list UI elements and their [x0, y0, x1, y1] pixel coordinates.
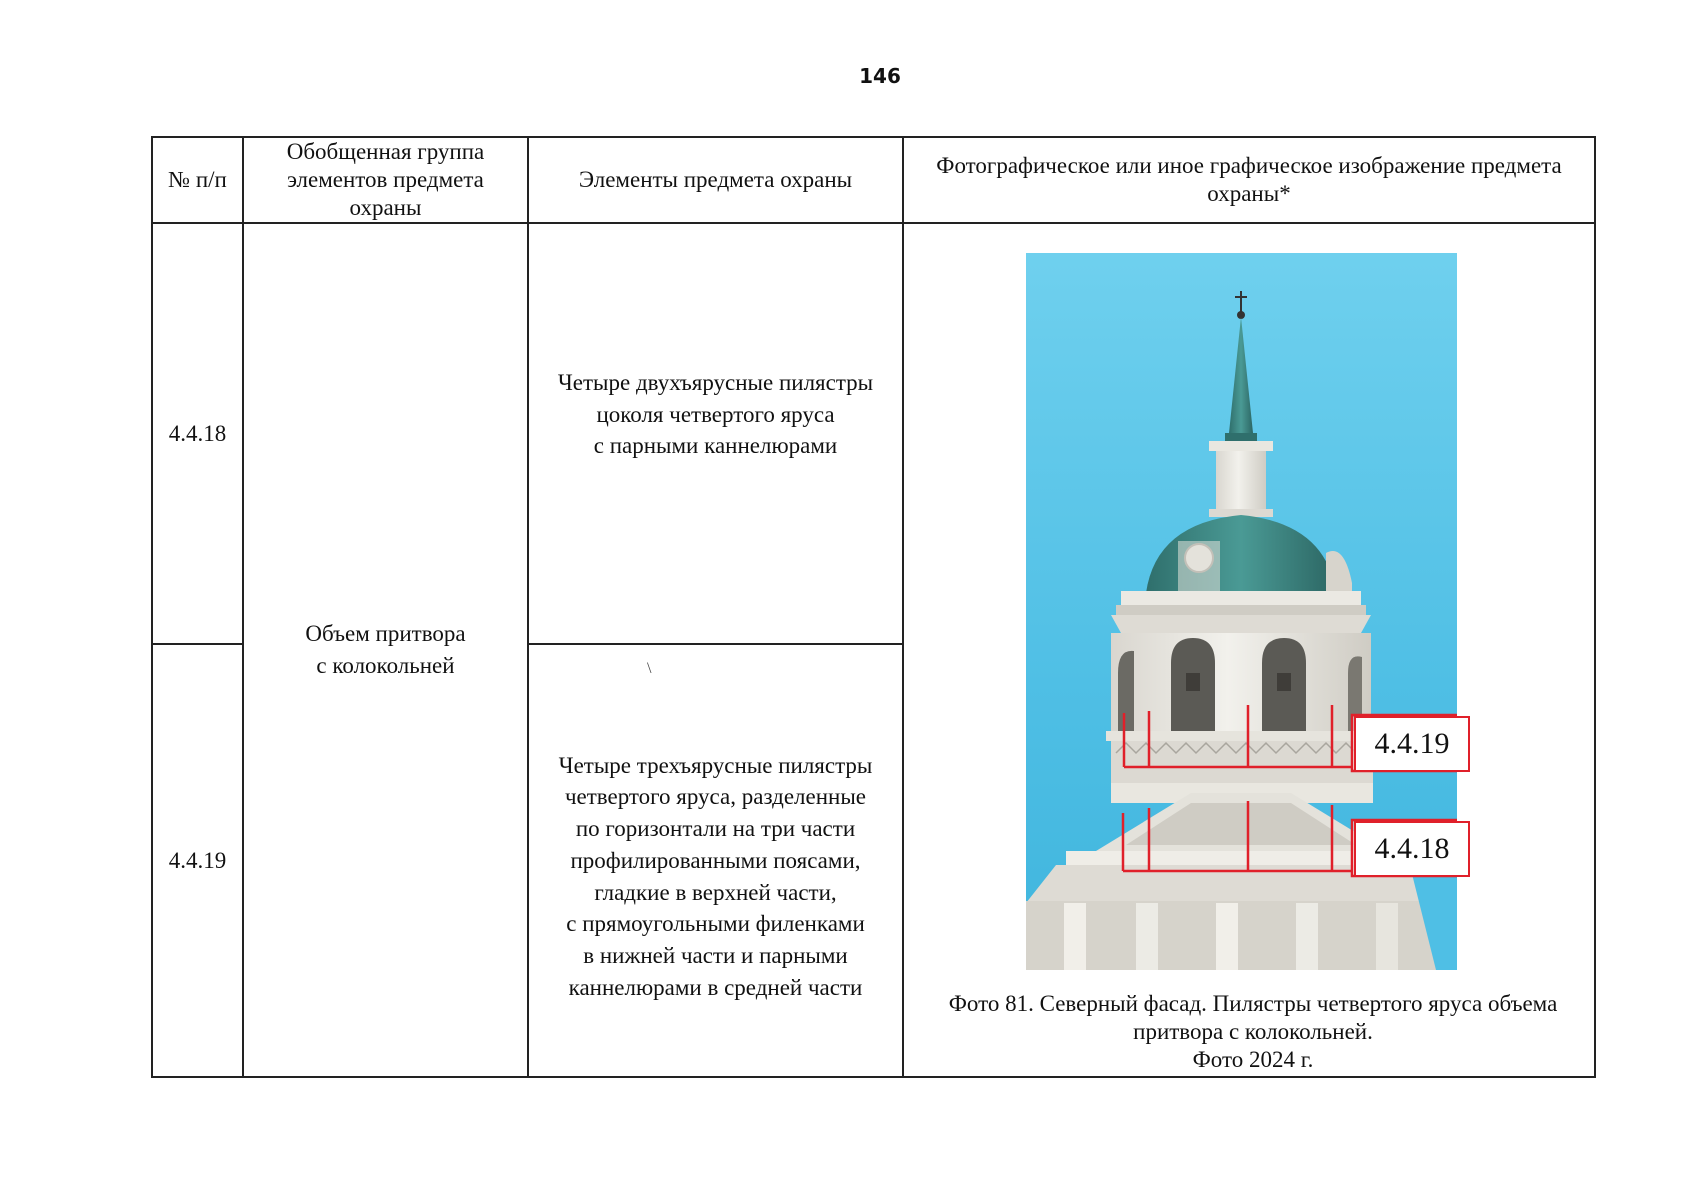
header-num: № п/п	[168, 166, 227, 192]
col-divider-3	[902, 138, 904, 1076]
stray-mark: \	[647, 660, 652, 677]
element-4-4-18: Четыре двухъярусные пилястры цоколя четвертого яруса с парными каннелюрами	[557, 369, 874, 459]
header-group: Обобщенная группа элементов предмета охраны	[286, 138, 485, 221]
label-4-4-18: 4.4.18	[1354, 821, 1470, 877]
protection-table	[151, 136, 1596, 1078]
group-value: Объем притвора с колокольней	[305, 621, 466, 678]
row-num-4-4-19: 4.4.19	[168, 847, 227, 873]
label-4-4-19: 4.4.19	[1354, 716, 1470, 772]
header-image: Фотографическое или иное графическое изображение предмета охраны*	[936, 152, 1562, 206]
page-number: 146	[859, 64, 901, 88]
photo-caption: Фото 81. Северный фасад. Пилястры четвертого яруса объема притвора с колокольней. Фото 2024 г.	[948, 991, 1558, 1073]
row-num-4-4-18: 4.4.18	[168, 420, 227, 446]
element-4-4-19: Четыре трехъярусные пилястры четвертого яруса, разделенные по горизонтали на три части профилированными поясами, гладкие в верхней части, с прямоугольными филенками в нижней части и парными каннелюрами в средней части	[558, 752, 873, 1000]
header-elements: Элементы предмета охраны	[578, 166, 853, 192]
